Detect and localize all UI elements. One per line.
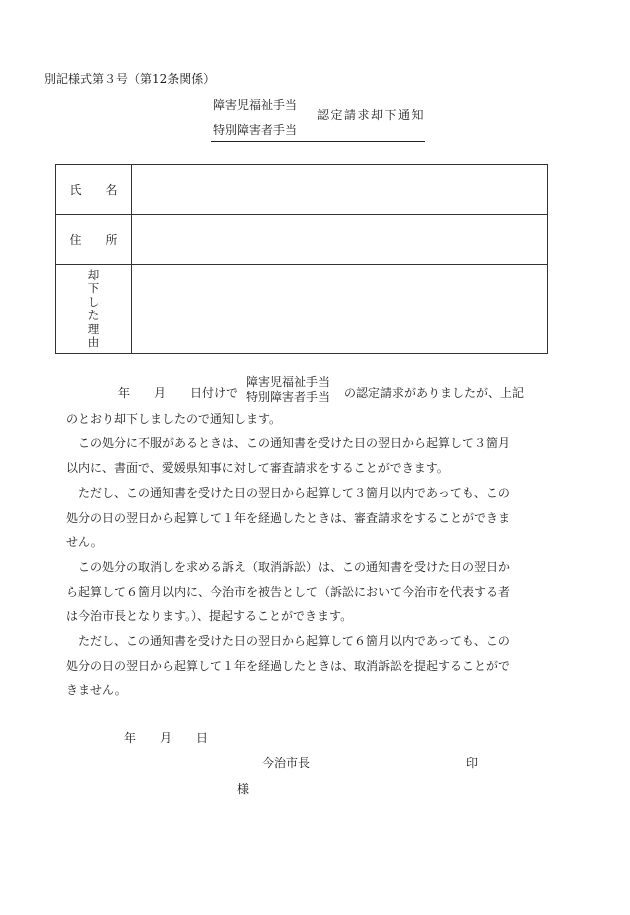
paragraph-5-line-2: 処分の日の翌日から起算して１年を経過したときは、取消訴訟を提起することがで xyxy=(66,659,511,673)
seal-mark: 印 xyxy=(466,756,479,770)
name-label: 氏 名 xyxy=(56,165,132,215)
paragraph-2-line-1: この処分に不服があるときは、この通知書を受けた日の翌日から起算して３箇月 xyxy=(78,436,511,450)
paragraph-3-line-3: せん。 xyxy=(66,535,103,549)
title-suffix: 認定請求却下通知 xyxy=(317,108,426,122)
issue-date: 年 月 日 xyxy=(124,731,209,745)
reason-field[interactable] xyxy=(132,265,548,354)
reason-label-text: 却 下 し た 理 由 xyxy=(87,267,100,349)
body-allowance-1: 障害児福祉手当 xyxy=(246,375,331,389)
paragraph-3-line-2: 処分の日の翌日から起算して１年を経過したときは、審査請求をすることができま xyxy=(66,511,511,525)
date-suffix: の認定請求がありましたが、上記 xyxy=(344,386,525,400)
paragraph-3-line-1: ただし、この通知書を受けた日の翌日から起算して３箇月以内であっても、この xyxy=(78,486,510,500)
addressee-suffix: 様 xyxy=(237,782,250,796)
paragraph-1-line-2: のとおり却下しましたので通知します。 xyxy=(66,412,282,426)
document-title xyxy=(211,93,425,142)
title-allowance-2: 特別障害者手当 xyxy=(213,123,298,137)
body-allowance-list xyxy=(246,375,330,405)
name-field[interactable] xyxy=(132,165,548,215)
title-allowance-1: 障害児福祉手当 xyxy=(213,98,298,112)
title-allowance-list xyxy=(213,93,297,143)
reason-row xyxy=(56,265,548,354)
date-prefix: 年 月 日付けで xyxy=(118,386,239,400)
recipient-table xyxy=(55,164,548,354)
form-number: 別記様式第３号（第12条関係） xyxy=(44,72,216,86)
reason-label xyxy=(56,265,132,354)
paragraph-4-line-3: は今治市長となります。）、提起することができます。 xyxy=(66,609,353,623)
paragraph-5-line-1: ただし、この通知書を受けた日の翌日から起算して６箇月以内であっても、この xyxy=(78,634,510,648)
paragraph-5-line-3: きません。 xyxy=(66,683,127,697)
paragraph-4-line-1: この処分の取消しを求める訴え（取消訴訟）は、この通知書を受けた日の翌日か xyxy=(78,560,511,574)
paragraph-4-line-2: ら起算して６箇月以内に、今治市を被告として（訴訟において今治市を代表する者 xyxy=(66,585,511,599)
address-label: 住 所 xyxy=(56,215,132,265)
paragraph-2-line-2: 以内に、書面で、愛媛県知事に対して審査請求をすることができます。 xyxy=(66,461,449,475)
issuer-name: 今治市長 xyxy=(262,756,311,770)
name-row xyxy=(56,165,548,215)
address-field[interactable] xyxy=(132,215,548,265)
address-row xyxy=(56,215,548,265)
body-allowance-2: 特別障害者手当 xyxy=(246,390,331,404)
